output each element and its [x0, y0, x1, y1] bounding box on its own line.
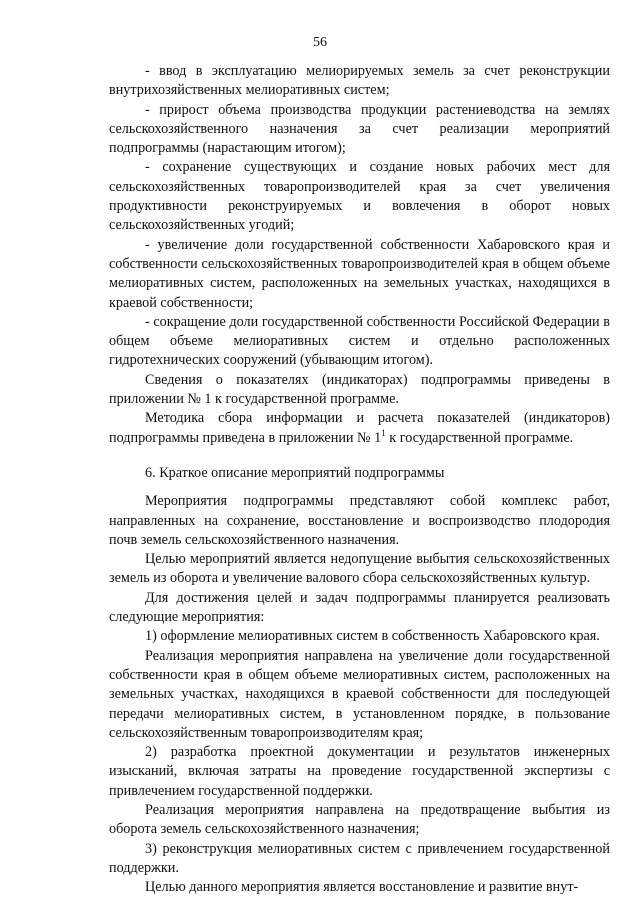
paragraph-activities-overview: Мероприятия подпрограммы представляют собой комплекс работ, направленных на сохранение, восстановление и воспроизводство плодородия почв земель сельскохозяйственного назначения. — [109, 493, 610, 548]
paragraph-result-reclaimed-land: - ввод в эксплуатацию мелиорируемых земель за счет реконструкции внутрихозяйственных мелиоративных систем; — [109, 63, 610, 99]
paragraph-planned-activities: Для достижения целей и задач подпрограммы планируется реализовать следующие мероприятия: — [109, 589, 610, 626]
paragraph-activity-2-description: Реализация мероприятия направлена на предотвращение выбытия из оборота земель сельскохозяйственного назначения; — [109, 801, 610, 838]
document-body — [109, 62, 610, 897]
paragraph-result-crop-production: - прирост объема производства продукции растениеводства на землях сельскохозяйственного назначения за счет реализации мероприятий подпрограммы (нарастающим итогом); — [109, 101, 610, 157]
methodology-text: Методика сбора информации и расчета показателей (индикаторов) подпрограммы приведена в приложении № 1 — [109, 410, 610, 446]
paragraph-activity-3: 3) реконструкция мелиоративных систем с привлечением государственной поддержки. — [109, 840, 610, 876]
methodology-superscript: 1 — [381, 427, 386, 438]
paragraph-result-regional-ownership: - увеличение доли государственной собственности Хабаровского края и собственности сельскохозяйственных товаропроизводителей края в общем объеме мелиоративных систем, расположенных на земельных участках, находящихся в краевой собственности; — [109, 236, 610, 311]
paragraph-activity-1-description: Реализация мероприятия направлена на увеличение доли государственной собственности края в общем объеме мелиоративных систем, расположенных на земельных участках, находящихся в краевой собственности для последующей передачи мелиоративных систем, в установленном порядке, в пользование сельскохозяйственным товаропроизводителям края; — [109, 647, 610, 741]
paragraph-result-jobs: - сохранение существующих и создание новых рабочих мест для сельскохозяйственных товаропроизводителей края за счет увеличения продуктивности реконструируемых и вовлечения в оборот новых сельскохозяйственных угодий; — [109, 159, 610, 234]
paragraph-activities-goal: Целью мероприятий является недопущение выбытия сельскохозяйственных земель из оборота и увеличение валового сбора сельскохозяйственных культур. — [109, 551, 610, 587]
paragraph-activity-1: 1) оформление мелиоративных систем в собственность Хабаровского края. — [145, 628, 600, 645]
paragraph-activity-2: 2) разработка проектной документации и результатов инженерных изысканий, включая затраты на проведение государственной экспертизы с привлечением государственной поддержки. — [109, 744, 610, 799]
page-number: 56 — [313, 35, 327, 50]
section-heading: 6. Краткое описание мероприятий подпрограммы — [145, 464, 445, 481]
paragraph-methodology — [109, 409, 610, 448]
paragraph-result-federal-ownership: - сокращение доли государственной собственности Российской Федерации в общем объеме мелиоративных систем и отдельно расположенных гидротехнических сооружений (убывающим итогом). — [109, 313, 610, 369]
methodology-text-end: к государственной программе. — [385, 429, 574, 446]
paragraph-activity-3-description: Целью данного мероприятия является восстановление и развитие внут- — [145, 879, 579, 896]
paragraph-indicators-info: Сведения о показателях (индикаторах) подпрограммы приведены в приложении № 1 к государственной программе. — [109, 371, 610, 408]
